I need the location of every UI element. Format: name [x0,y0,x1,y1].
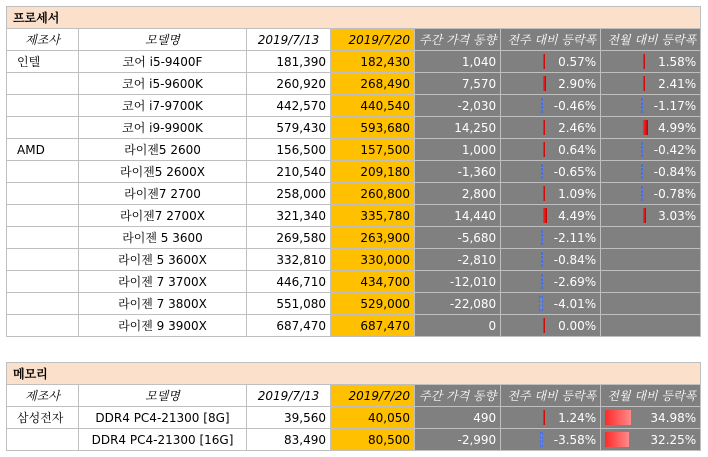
change-value: -2.11% [553,230,597,245]
month-change-cell [601,407,701,429]
change-value: 2.90% [558,76,597,91]
change-value: -4.01% [553,296,597,311]
manufacturer-cell [7,271,79,293]
data-bar [643,208,646,223]
month-change-cell [601,51,701,73]
manufacturer-cell [7,117,79,139]
month-change-cell [601,161,701,183]
prev-price-cell: 332,810 [247,249,331,271]
week-change-cell [501,183,601,205]
processor-section-title: 프로세서 [7,7,701,29]
weekly-trend-cell: 1,040 [415,51,501,73]
memory-section-header [7,363,701,385]
week-change-cell [501,293,601,315]
month-change-cell [601,183,701,205]
header-weekly-trend: 주간 가격 동향 [415,29,501,51]
prev-price-cell: 156,500 [247,139,331,161]
change-value: 3.03% [658,208,697,223]
manufacturer-cell [7,161,79,183]
data-bar [643,76,645,91]
model-name-cell: 라이젠 5 3600X [79,249,247,271]
data-bar [541,164,543,179]
change-value: -3.58% [553,432,597,447]
week-change-cell [501,227,601,249]
weekly-trend-cell: -1,360 [415,161,501,183]
current-price-cell: 263,900 [331,227,415,249]
model-name-cell: 코어 i7-9700K [79,95,247,117]
manufacturer-cell [7,73,79,95]
weekly-trend-cell: 7,570 [415,73,501,95]
table-row [7,315,701,337]
current-price-cell: 209,180 [331,161,415,183]
data-bar [543,186,545,201]
week-change-cell [501,73,601,95]
weekly-trend-cell: 14,440 [415,205,501,227]
change-value: 2.41% [658,76,697,91]
change-value: -0.46% [553,98,597,113]
current-price-cell: 529,000 [331,293,415,315]
week-change-cell [501,315,601,337]
header-model: 모델명 [79,29,247,51]
weekly-trend-cell: 14,250 [415,117,501,139]
prev-price-cell: 687,470 [247,315,331,337]
week-change-cell [501,139,601,161]
current-price-cell: 268,490 [331,73,415,95]
header-week-change: 전주 대비 등락폭 [501,29,601,51]
table-row [7,95,701,117]
table-row [7,407,701,429]
change-value: 32.25% [650,432,697,447]
model-name-cell: 라이젠7 2700 [79,183,247,205]
header-weekly-trend: 주간 가격 동향 [415,385,501,407]
model-name-cell: DDR4 PC4-21300 [8G] [79,407,247,429]
data-bar [605,432,629,447]
processor-column-headers [7,29,701,51]
prev-price-cell: 181,390 [247,51,331,73]
week-change-cell [501,117,601,139]
weekly-trend-cell: -5,680 [415,227,501,249]
weekly-trend-cell: -22,080 [415,293,501,315]
manufacturer-cell [7,315,79,337]
change-value: -2.69% [553,274,597,289]
header-model: 모델명 [79,385,247,407]
table-row [7,271,701,293]
model-name-cell: 라이젠 7 3800X [79,293,247,315]
prev-price-cell: 269,580 [247,227,331,249]
change-value: 4.49% [558,208,597,223]
week-change-cell [501,161,601,183]
weekly-trend-cell: -12,010 [415,271,501,293]
header-prev-date: 2019/7/13 [247,385,331,407]
memory-section-title: 메모리 [7,363,701,385]
prev-price-cell: 579,430 [247,117,331,139]
manufacturer-cell [7,95,79,117]
change-value: 4.99% [658,120,697,135]
weekly-trend-cell: 2,800 [415,183,501,205]
change-value: -0.65% [553,164,597,179]
change-value: 0.00% [558,318,597,333]
processor-price-table [6,6,701,337]
week-change-cell [501,95,601,117]
processor-section-header [7,7,701,29]
data-bar [543,120,545,135]
weekly-trend-cell: 490 [415,407,501,429]
data-bar [541,98,543,113]
month-change-cell-empty [601,315,701,337]
manufacturer-cell [7,183,79,205]
data-bar [541,230,543,245]
manufacturer-cell: 인텔 [7,51,79,73]
current-price-cell: 440,540 [331,95,415,117]
change-value: 1.58% [658,54,697,69]
prev-price-cell: 551,080 [247,293,331,315]
week-change-cell [501,407,601,429]
data-bar [539,296,543,311]
prev-price-cell: 83,490 [247,429,331,451]
month-change-cell-empty [601,249,701,271]
prev-price-cell: 321,340 [247,205,331,227]
week-change-cell [501,271,601,293]
data-bar [541,252,543,267]
data-bar [543,76,546,91]
change-value: -0.84% [553,252,597,267]
current-price-cell: 80,500 [331,429,415,451]
month-change-cell [601,205,701,227]
model-name-cell: 코어 i9-9900K [79,117,247,139]
current-price-cell: 182,430 [331,51,415,73]
model-name-cell: DDR4 PC4-21300 [16G] [79,429,247,451]
header-prev-date: 2019/7/13 [247,29,331,51]
change-value: 1.09% [558,186,597,201]
data-bar [641,186,643,201]
header-cur-date: 2019/7/20 [331,385,415,407]
month-change-cell-empty [601,293,701,315]
memory-price-table [6,362,701,451]
table-row [7,205,701,227]
change-value: -0.42% [653,142,697,157]
table-row [7,51,701,73]
data-bar [543,410,545,425]
table-row [7,139,701,161]
data-bar [641,98,643,113]
weekly-trend-cell: -2,030 [415,95,501,117]
weekly-trend-cell: 0 [415,315,501,337]
current-price-cell: 260,800 [331,183,415,205]
data-bar [540,432,543,447]
change-value: 34.98% [650,410,697,425]
manufacturer-cell: AMD [7,139,79,161]
data-bar [643,120,648,135]
weekly-trend-cell: -2,810 [415,249,501,271]
current-price-cell: 687,470 [331,315,415,337]
data-bar [543,54,545,69]
month-change-cell-empty [601,227,701,249]
header-month-change: 전월 대비 등락폭 [601,385,701,407]
table-row [7,429,701,451]
month-change-cell [601,429,701,451]
week-change-cell [501,249,601,271]
change-value: 0.64% [558,142,597,157]
current-price-cell: 335,780 [331,205,415,227]
current-price-cell: 157,500 [331,139,415,161]
weekly-trend-cell: -2,990 [415,429,501,451]
current-price-cell: 434,700 [331,271,415,293]
manufacturer-cell [7,205,79,227]
current-price-cell: 330,000 [331,249,415,271]
current-price-cell: 593,680 [331,117,415,139]
header-manufacturer: 제조사 [7,385,79,407]
table-row [7,293,701,315]
month-change-cell [601,95,701,117]
data-bar [543,208,547,223]
prev-price-cell: 442,570 [247,95,331,117]
data-bar [641,142,643,157]
data-bar [543,142,545,157]
manufacturer-cell [7,429,79,451]
prev-price-cell: 258,000 [247,183,331,205]
prev-price-cell: 39,560 [247,407,331,429]
model-name-cell: 라이젠5 2600 [79,139,247,161]
model-name-cell: 라이젠7 2700X [79,205,247,227]
table-row [7,117,701,139]
manufacturer-cell [7,293,79,315]
model-name-cell: 라이젠5 2600X [79,161,247,183]
model-name-cell: 라이젠 5 3600 [79,227,247,249]
change-value: 2.46% [558,120,597,135]
prev-price-cell: 210,540 [247,161,331,183]
data-bar [541,274,543,289]
change-value: -1.17% [653,98,697,113]
model-name-cell: 라이젠 9 3900X [79,315,247,337]
model-name-cell: 라이젠 7 3700X [79,271,247,293]
manufacturer-cell [7,249,79,271]
manufacturer-cell: 삼성전자 [7,407,79,429]
change-value: 1.24% [558,410,597,425]
manufacturer-cell [7,227,79,249]
week-change-cell [501,51,601,73]
month-change-cell [601,117,701,139]
table-row [7,227,701,249]
data-bar [605,410,631,425]
week-change-cell [501,205,601,227]
data-bar [643,54,645,69]
header-manufacturer: 제조사 [7,29,79,51]
data-bar [641,164,643,179]
header-month-change: 전월 대비 등락폭 [601,29,701,51]
header-week-change: 전주 대비 등락폭 [501,385,601,407]
data-bar [543,318,545,333]
change-value: -0.84% [653,164,697,179]
change-value: 0.57% [558,54,597,69]
month-change-cell-empty [601,271,701,293]
weekly-trend-cell: 1,000 [415,139,501,161]
table-row [7,249,701,271]
memory-column-headers [7,385,701,407]
prev-price-cell: 260,920 [247,73,331,95]
change-value: -0.78% [653,186,697,201]
month-change-cell [601,73,701,95]
table-row [7,161,701,183]
table-row [7,183,701,205]
month-change-cell [601,139,701,161]
week-change-cell [501,429,601,451]
model-name-cell: 코어 i5-9400F [79,51,247,73]
prev-price-cell: 446,710 [247,271,331,293]
header-cur-date: 2019/7/20 [331,29,415,51]
model-name-cell: 코어 i5-9600K [79,73,247,95]
current-price-cell: 40,050 [331,407,415,429]
table-row [7,73,701,95]
